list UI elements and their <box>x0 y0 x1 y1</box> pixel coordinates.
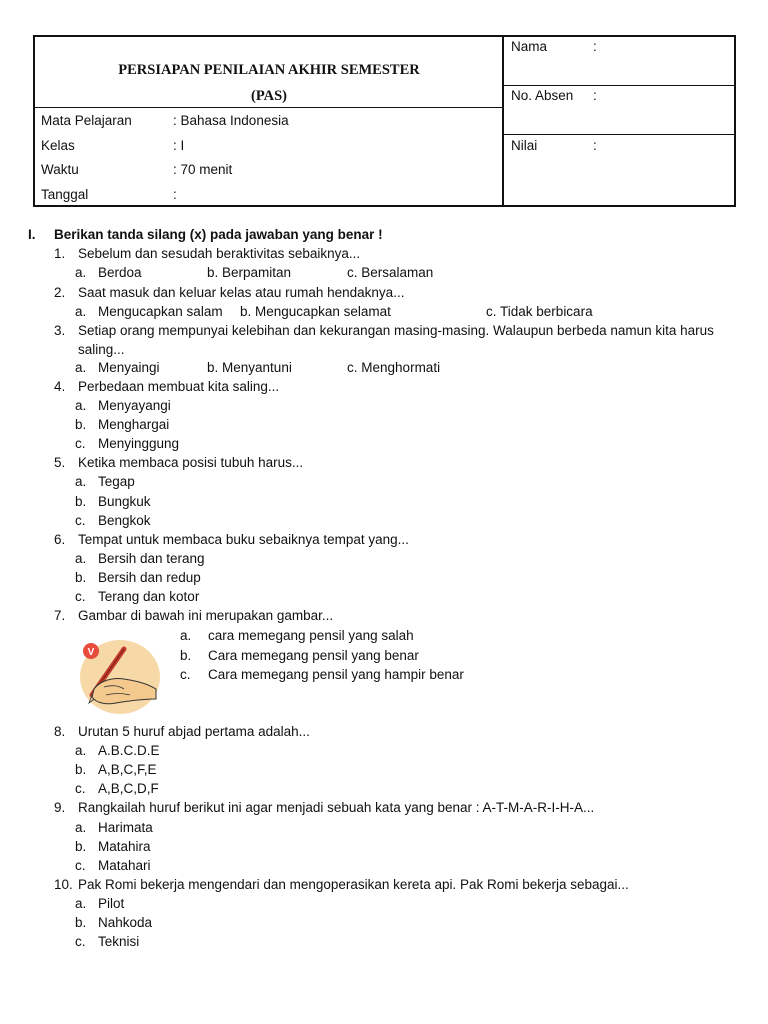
option-text: Menyantuni <box>222 360 292 375</box>
question-text: Pak Romi bekerja mengendari dan mengoperasikan kereta api. Pak Romi bekerja sebagai... <box>78 877 629 892</box>
question-text: Perbedaan membuat kita saling... <box>78 379 280 394</box>
option-letter: a. <box>75 304 87 319</box>
question-number: 7. <box>54 608 66 623</box>
question-text: Saat masuk dan keluar kelas atau rumah hendaknya... <box>78 285 405 300</box>
option-text: Cara memegang pensil yang benar <box>208 648 419 663</box>
option-text: cara memegang pensil yang salah <box>208 628 414 643</box>
option-text: Menghormati <box>361 360 441 375</box>
field-label: Nama <box>511 39 548 54</box>
option-text: Mengucapkan salam <box>98 304 223 319</box>
option-letter: b. <box>75 570 87 585</box>
question-number: 6. <box>54 532 66 547</box>
option-text: A,B,C,D,F <box>98 781 159 796</box>
question-number: 2. <box>54 285 66 300</box>
field-label: Waktu <box>41 162 79 177</box>
field-colon: : <box>593 88 597 103</box>
option-letter: b. <box>207 360 219 375</box>
question-number: 10. <box>54 877 73 892</box>
option-letter: c. <box>75 934 86 949</box>
option-letter: c. <box>347 360 358 375</box>
option-letter: b. <box>207 265 219 280</box>
option-letter: c. <box>75 436 86 451</box>
option-letter: c. <box>347 265 358 280</box>
option-text: Berdoa <box>98 265 142 280</box>
field-value: : <box>173 187 177 202</box>
option-letter: c. <box>486 304 497 319</box>
hand-holding-pencil-icon <box>76 637 160 715</box>
option-text: A.B.C.D.E <box>98 743 160 758</box>
question-number: 5. <box>54 455 66 470</box>
option-text: Tidak berbicara <box>500 304 593 319</box>
option-text: Matahira <box>98 839 151 854</box>
option-text: Berpamitan <box>222 265 292 280</box>
question-text: Rangkailah huruf berikut ini agar menjadi sebuah kata yang benar : A-T-M-A-R-I-H-A... <box>78 800 595 815</box>
option-inline <box>347 265 433 281</box>
question-text-cont: saling... <box>78 342 125 357</box>
field-colon: : <box>593 138 597 153</box>
option-inline <box>486 304 593 320</box>
option-letter: c. <box>75 781 86 796</box>
section-number: I. <box>28 227 36 242</box>
question-number: 3. <box>54 323 66 338</box>
field-value: : 70 menit <box>173 162 233 177</box>
option-letter: b. <box>75 417 87 432</box>
option-letter: a. <box>180 628 192 643</box>
header-table <box>33 35 736 207</box>
option-text: Nahkoda <box>98 915 153 930</box>
option-text: Teknisi <box>98 934 140 949</box>
option-text: Bersih dan terang <box>98 551 205 566</box>
option-text: Mengucapkan selamat <box>255 304 391 319</box>
option-letter: a. <box>75 398 87 413</box>
option-text: Bungkuk <box>98 494 151 509</box>
field-label: Kelas <box>41 138 75 153</box>
option-text: Menghargai <box>98 417 170 432</box>
mark-text: V <box>87 647 95 658</box>
field-value: : I <box>173 138 185 153</box>
question-text: Setiap orang mempunyai kelebihan dan kekurangan masing-masing. Walaupun berbeda namun kita harus <box>78 323 714 338</box>
option-letter: a. <box>75 743 87 758</box>
option-text: Bersalaman <box>361 265 434 280</box>
option-letter: a. <box>75 474 87 489</box>
option-letter: a. <box>75 360 87 375</box>
option-inline <box>207 265 291 281</box>
option-letter: a. <box>75 820 87 835</box>
option-inline <box>207 360 292 376</box>
question-text: Ketika membaca posisi tubuh harus... <box>78 455 304 470</box>
option-inline <box>347 360 440 376</box>
option-text: Tegap <box>98 474 135 489</box>
option-letter: a. <box>75 551 87 566</box>
header-divider-right-1 <box>503 85 734 86</box>
question-number: 8. <box>54 724 66 739</box>
question-text: Tempat untuk membaca buku sebaiknya tempat yang... <box>78 532 409 547</box>
option-letter: b. <box>75 494 87 509</box>
option-letter: a. <box>75 896 87 911</box>
option-letter: c. <box>75 513 86 528</box>
question-text: Sebelum dan sesudah beraktivitas sebaiknya... <box>78 246 361 261</box>
option-text: Matahari <box>98 858 151 873</box>
exam-title: PERSIAPAN PENILAIAN AKHIR SEMESTER <box>118 62 420 78</box>
option-text: Menyayangi <box>98 398 171 413</box>
option-text: Bersih dan redup <box>98 570 201 585</box>
exam-subtitle: (PAS) <box>251 88 287 104</box>
option-letter: b. <box>75 839 87 854</box>
option-text: A,B,C,F,E <box>98 762 157 777</box>
header-divider-left <box>35 107 503 108</box>
option-letter: c. <box>75 589 86 604</box>
header-divider-right-2 <box>503 134 734 135</box>
option-text: Menyaingi <box>98 360 160 375</box>
question-text: Gambar di bawah ini merupakan gambar... <box>78 608 334 623</box>
option-text: Menyinggung <box>98 436 180 451</box>
question-text: Urutan 5 huruf abjad pertama adalah... <box>78 724 310 739</box>
option-text: Bengkok <box>98 513 151 528</box>
field-colon: : <box>593 39 597 54</box>
option-letter: c. <box>180 667 191 682</box>
option-letter: b. <box>75 915 87 930</box>
option-letter: c. <box>75 858 86 873</box>
question-number: 1. <box>54 246 66 261</box>
option-letter: b. <box>240 304 252 319</box>
option-inline <box>240 304 391 320</box>
option-text: Cara memegang pensil yang hampir benar <box>208 667 464 682</box>
option-letter: a. <box>75 265 87 280</box>
field-label: Mata Pelajaran <box>41 113 132 128</box>
option-text: Terang dan kotor <box>98 589 200 604</box>
question-number: 9. <box>54 800 66 815</box>
option-letter: b. <box>180 648 192 663</box>
option-text: Pilot <box>98 896 125 911</box>
field-label: No. Absen <box>511 88 574 103</box>
field-label: Nilai <box>511 138 538 153</box>
option-text: Harimata <box>98 820 153 835</box>
field-value: : Bahasa Indonesia <box>173 113 289 128</box>
question-number: 4. <box>54 379 66 394</box>
section-text: Berikan tanda silang (x) pada jawaban yang benar ! <box>54 227 383 242</box>
field-label: Tanggal <box>41 187 89 202</box>
option-letter: b. <box>75 762 87 777</box>
